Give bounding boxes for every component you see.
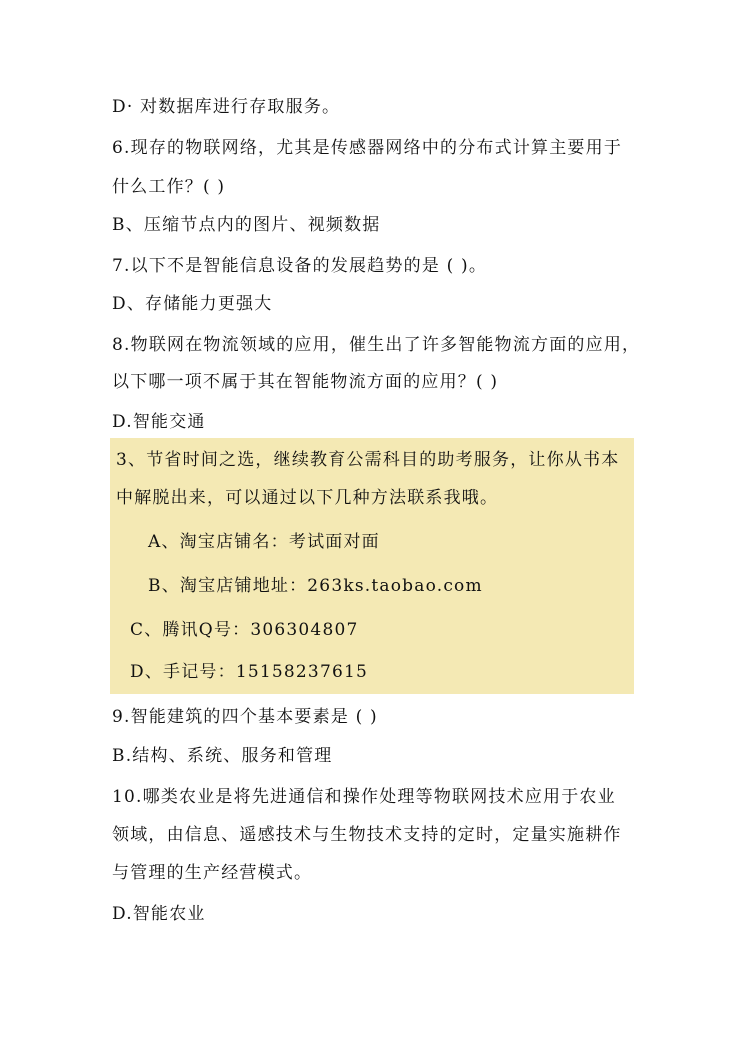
answer-9: B.结构、系统、服务和管理 (112, 746, 333, 766)
answer-7: D、存储能力更强大 (112, 294, 273, 314)
promo-item-phone: D、手记号：15158237615 (130, 662, 369, 682)
question-10-line-3: 与管理的生产经营模式。 (112, 863, 313, 883)
question-8-line-2: 以下哪一项不属于其在智能物流方面的应用？( ) (112, 372, 499, 392)
question-9: 9.智能建筑的四个基本要素是 ( ) (112, 707, 378, 727)
question-7: 7.以下不是智能信息设备的发展趋势的是 ( )。 (112, 256, 488, 276)
question-10-line-2: 领域，由信息、遥感技术与生物技术支持的定时，定量实施耕作 (112, 825, 622, 845)
promo-item-qq: C、腾讯Q号：306304807 (130, 620, 359, 640)
promo-box (110, 438, 634, 694)
answer-8: D.智能交通 (112, 412, 206, 432)
promo-item-shop-url: B、淘宝店铺地址：263ks.taobao.com (148, 576, 483, 596)
question-6-line-2: 什么工作？( ) (112, 177, 226, 197)
question-10-line-1: 10.哪类农业是将先进通信和操作处理等物联网技术应用于农业 (112, 787, 616, 807)
promo-intro-line-1: 3、节省时间之选，继续教育公需科目的助考服务，让你从书本 (116, 450, 620, 470)
question-6-line-1: 6.现存的物联网络，尤其是传感器网络中的分布式计算主要用于 (112, 138, 623, 158)
question-8-line-1: 8.物联网在物流领域的应用，催生出了许多智能物流方面的应用， (112, 335, 641, 355)
promo-item-shop-name: A、淘宝店铺名：考试面对面 (148, 532, 380, 552)
answer-line: D· 对数据库进行存取服务。 (112, 97, 341, 117)
answer-10: D.智能农业 (112, 904, 206, 924)
answer-6: B、压缩节点内的图片、视频数据 (112, 215, 381, 235)
promo-intro-line-2: 中解脱出来，可以通过以下几种方法联系我哦。 (116, 488, 499, 508)
